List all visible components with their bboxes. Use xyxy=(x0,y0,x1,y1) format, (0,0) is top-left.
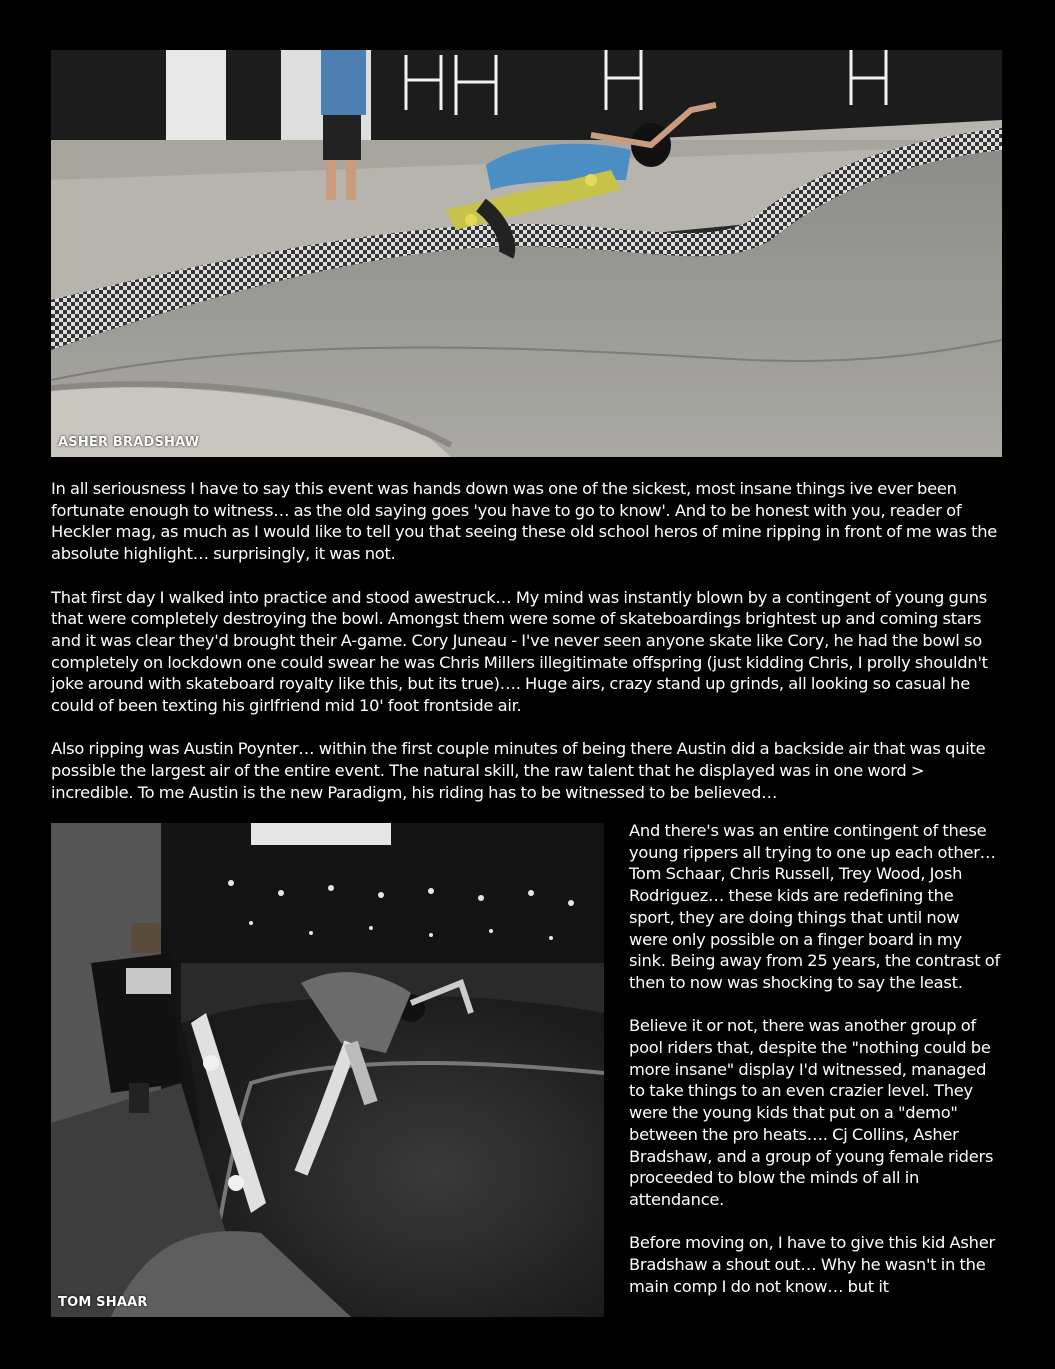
article-paragraph: And there's was an entire contingent of these young rippers all trying to one up each other… Tom Schaar, Chris Russell, Trey Wood, Josh Rodriguez… these kids are redefining the sport, they are doing things that until now were only possible on a finger board in my sink. Being away from 25 years, the contrast of then to now was shocking to say the least. xyxy=(629,821,1001,992)
photo-asher-bradshaw xyxy=(51,50,1002,457)
photo-caption: ASHER BRADSHAW xyxy=(58,435,200,450)
article-paragraph: Also ripping was Austin Poynter… within the first couple minutes of being there Austin did a backside air that was quite possible the largest air of the entire event. The natural skill, the raw talent that he displayed was in one word > incredible. To me Austin is the new Paradigm, his riding has to be witnessed to be believed… xyxy=(51,739,986,802)
article-paragraph: In all seriousness I have to say this event was hands down was one of the sickest, most insane things ive ever been fortunate enough to witness… as the old saying goes 'you have to go to know'. And to be honest with you, reader of Heckler mag, as much as I would like to tell you that seeing these old school heros of mine ripping in front of me was the absolute highlight… surprisingly, it was not. xyxy=(51,479,998,564)
photo-tom-shaar xyxy=(51,823,604,1317)
article-paragraph: Believe it or not, there was another group of pool riders that, despite the "nothing could be more insane" display I'd witnessed, managed to take things to an even crazier level. They were the young kids that put on a "demo" between the pro heats…. Cj Collins, Asher Bradshaw, and a group of young female riders proceeded to blow the minds of all in attendance. xyxy=(629,1016,994,1209)
article-paragraph: Before moving on, I have to give this kid Asher Bradshaw a shout out… Why he wasn't in the main comp I do not know… but it xyxy=(629,1233,995,1296)
article-paragraph: That first day I walked into practice and stood awestruck… My mind was instantly blown by a contingent of young guns that were completely destroying the bowl. Amongst them were some of skateboardings brightest up and coming stars and it was clear they'd brought their A-game. Cory Juneau - I've never seen anyone skate like Cory, he had the bowl so completely on lockdown one could swear he was Chris Millers illegitimate offspring (just kidding Chris, I prolly shouldn't joke around with skateboard royalty like this, but its true)…. Huge airs, crazy stand up grinds, all looking so casual he could of been texting his girlfriend mid 10' foot frontside air. xyxy=(51,587,988,716)
skate-bowl-illustration xyxy=(51,50,1002,457)
skate-bowl-bw-illustration xyxy=(51,823,604,1317)
photo-caption: TOM SHAAR xyxy=(58,1295,148,1310)
article-intro xyxy=(51,478,1007,825)
article-side-column xyxy=(629,820,1001,1319)
